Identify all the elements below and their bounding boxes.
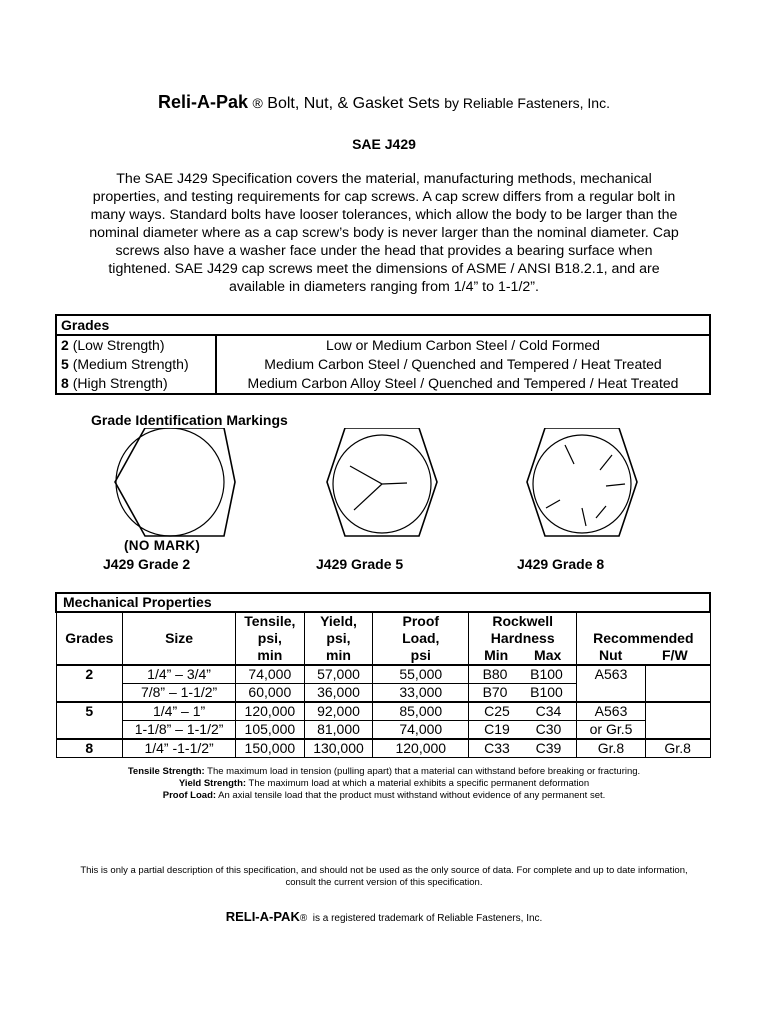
no-mark-label: (NO MARK) bbox=[124, 538, 201, 553]
col-tensile: Tensile, psi, min bbox=[236, 612, 305, 665]
grade-8-caption: J429 Grade 8 bbox=[517, 556, 605, 572]
grades-list bbox=[56, 335, 216, 394]
table-row: 1-1/8” – 1-1/2” 105,000 81,000 74,000 C19 C30 or Gr.5 bbox=[56, 721, 710, 740]
footer-trademark bbox=[0, 909, 768, 924]
definitions bbox=[0, 766, 768, 802]
grade-5-desc: Medium Carbon Steel / Quenched and Tempered / Heat Treated bbox=[264, 356, 662, 372]
col-proof: Proof Load, psi bbox=[373, 612, 469, 665]
col-min: Min bbox=[484, 647, 509, 663]
table-row: 2 1/4” – 3/4” 74,000 57,000 55,000 B80 B100 A563 bbox=[56, 665, 710, 684]
col-max: Max bbox=[534, 647, 562, 663]
page-title bbox=[0, 92, 768, 113]
definition-yield: Yield Strength: The maximum load at which a material exhibits a specific permanent deformation bbox=[178, 778, 590, 789]
grade-2-caption: J429 Grade 2 bbox=[103, 556, 191, 572]
footer-brand: RELI-A-PAK bbox=[225, 909, 300, 924]
brand-name: Reli-A-Pak bbox=[158, 92, 249, 112]
mech-column-headers bbox=[56, 612, 710, 665]
col-yield: Yield, psi, min bbox=[304, 612, 373, 665]
registered-mark: ® bbox=[252, 95, 263, 111]
intro-paragraph: The SAE J429 Specification covers the material, manufacturing methods, mechanical properties, and testing requirements for cap screws. A cap screw differs from a regular bolt in many ways. Standard bolts have looser tolerances, which allow the body to be larger than the nominal diameter where as a cap screw’s body is never larger than the nominal diameter. Cap screws also have a washer face under the head that provides a bearing surface when tightened. SAE J429 cap screws meet the dimensions of ASME / ANSI B18.2.1, and are available in diameters ranging from 1/4” to 1-1/2”. bbox=[89, 171, 679, 295]
title-by: by Reliable Fasteners, Inc. bbox=[444, 95, 610, 111]
grades-descriptions bbox=[216, 335, 710, 394]
grade-markings-drawings bbox=[0, 428, 768, 540]
grade-5-caption: J429 Grade 5 bbox=[316, 556, 404, 572]
grade-8-hex-icon bbox=[527, 428, 637, 536]
col-rockwell: Rockwell Hardness Min Max bbox=[469, 612, 577, 665]
grade-8-desc: Medium Carbon Alloy Steel / Quenched and Tempered / Heat Treated bbox=[247, 375, 679, 391]
col-recommended: Recommended Nut F/W bbox=[577, 612, 710, 665]
table-row: 8 1/4” -1-1/2” 150,000 130,000 120,000 C33 C39 Gr.8 Gr.8 bbox=[56, 739, 710, 758]
col-size: Size bbox=[123, 612, 236, 665]
table-row: 5 1/4” – 1” 120,000 92,000 85,000 C25 C34 A563 bbox=[56, 702, 710, 721]
grades-header: Grades bbox=[56, 315, 710, 335]
grade-2-desc: Low or Medium Carbon Steel / Cold Formed bbox=[326, 337, 600, 353]
col-grades: Grades bbox=[56, 612, 123, 665]
grades-table bbox=[55, 314, 711, 395]
footer-registered: ® bbox=[299, 913, 308, 924]
grade-5-hex-icon bbox=[327, 428, 437, 536]
definition-tensile: Tensile Strength: The maximum load in tension (pulling apart) that a material can withstand before breaking or fracturing. bbox=[127, 766, 641, 777]
col-fw: F/W bbox=[662, 647, 688, 663]
title-rest: Bolt, Nut, & Gasket Sets bbox=[267, 95, 440, 112]
grade-2-hex-icon bbox=[115, 428, 235, 536]
table-row: 7/8” – 1-1/2” 60,000 36,000 33,000 B70 B100 bbox=[56, 684, 710, 703]
mech-header: Mechanical Properties bbox=[56, 593, 710, 612]
disclaimer: This is only a partial description of this specification, and should not be used as the only source of data. For complete and up to date information, consult the current version of this specification. bbox=[80, 865, 688, 888]
footer-text: is a registered trademark of Reliable Fasteners, Inc. bbox=[312, 913, 543, 924]
grade-5-label: 5 (Medium Strength) bbox=[61, 356, 189, 372]
col-nut: Nut bbox=[599, 647, 623, 663]
mechanical-properties-table bbox=[55, 592, 711, 758]
grade-2-label: 2 (Low Strength) bbox=[61, 337, 165, 353]
definition-proof: Proof Load: An axial tensile load that the product must withstand without evidence of any permanent set. bbox=[162, 790, 606, 801]
spec-subtitle: SAE J429 bbox=[352, 136, 416, 152]
grade-8-label: 8 (High Strength) bbox=[61, 375, 168, 391]
markings-title: Grade Identification Markings bbox=[91, 412, 288, 428]
